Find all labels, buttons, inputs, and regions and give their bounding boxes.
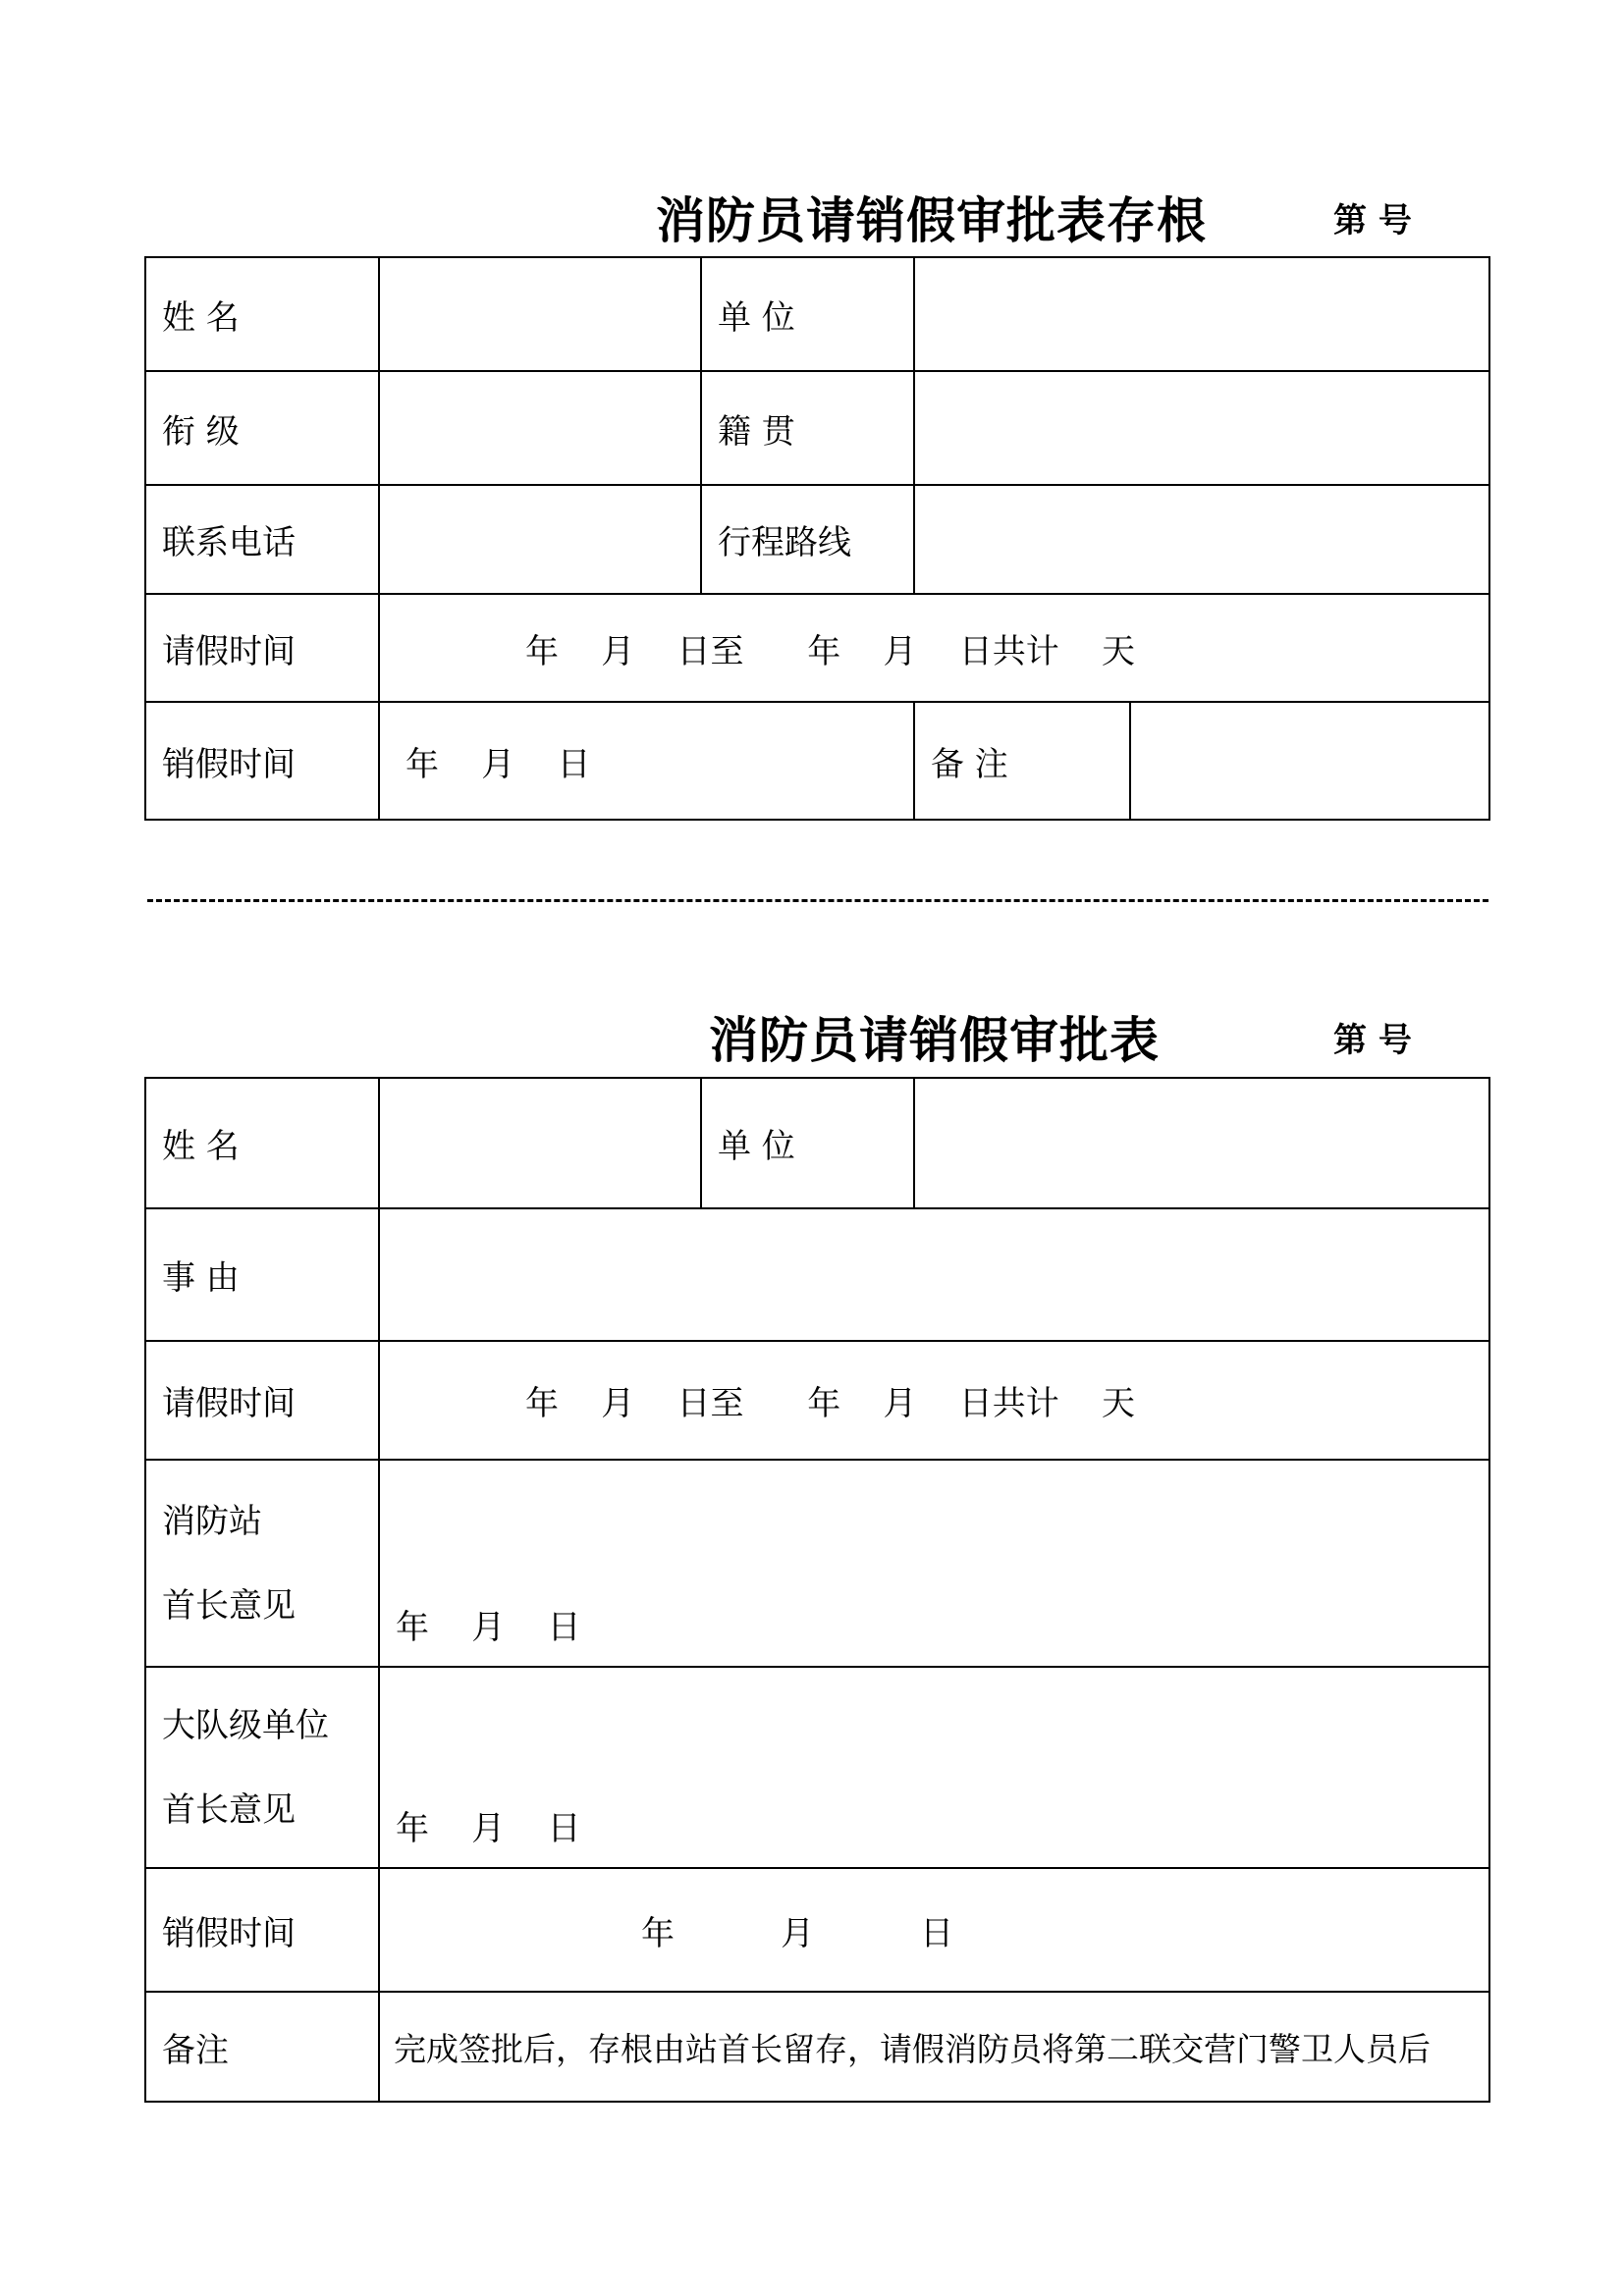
form-leave-label: 请假时间 bbox=[145, 1341, 379, 1460]
form-return-label: 销假时间 bbox=[145, 1868, 379, 1992]
stub-route-label: 行程路线 bbox=[701, 485, 914, 594]
stub-unit-label: 单 位 bbox=[701, 257, 914, 371]
stub-phone-field[interactable] bbox=[379, 485, 701, 594]
form-table bbox=[144, 1077, 1490, 2103]
stub-remark-label: 备 注 bbox=[914, 702, 1130, 820]
stub-row-rank bbox=[145, 371, 1489, 485]
form-return-field[interactable] bbox=[379, 1868, 1489, 1992]
form-name-label: 姓 名 bbox=[145, 1078, 379, 1208]
stub-name-label: 姓 名 bbox=[145, 257, 379, 371]
stub-row-return bbox=[145, 702, 1489, 820]
form-leave-field[interactable] bbox=[379, 1341, 1489, 1460]
stub-row-phone bbox=[145, 485, 1489, 594]
form-row-name bbox=[145, 1078, 1489, 1208]
form-remark-value: 完成签批后，存根由站首长留存，请假消防员将第二联交营门警卫人员后 bbox=[394, 2029, 1431, 2068]
stub-number-label: 第 号 bbox=[1333, 201, 1412, 240]
stub-row-leave bbox=[145, 594, 1489, 702]
stub-rank-label: 衔 级 bbox=[145, 371, 379, 485]
form-station-label-line1: 消防站 bbox=[162, 1501, 262, 1541]
stub-rank-field[interactable] bbox=[379, 371, 701, 485]
form-reason-field[interactable] bbox=[379, 1208, 1489, 1341]
stub-remark-field[interactable] bbox=[1130, 702, 1489, 820]
form-remark-label: 备注 bbox=[145, 1992, 379, 2102]
stub-return-label: 销假时间 bbox=[145, 702, 379, 820]
form-row-station-opinion bbox=[145, 1460, 1489, 1667]
form-title: 消防员请销假审批表 bbox=[709, 1012, 1160, 1069]
stub-unit-field[interactable] bbox=[914, 257, 1489, 371]
form-unit-field[interactable] bbox=[914, 1078, 1489, 1208]
form-station-opinion-field[interactable] bbox=[379, 1460, 1489, 1667]
form-leave-value: 年 月 日至 年 月 日共计 天 bbox=[525, 1384, 1135, 1423]
stub-leave-field[interactable] bbox=[379, 594, 1489, 702]
form-unit-label: 单 位 bbox=[701, 1078, 914, 1208]
form-brigade-label-line1: 大队级单位 bbox=[162, 1705, 329, 1745]
stub-title: 消防员请销假审批表存根 bbox=[656, 192, 1207, 249]
stub-leave-label: 请假时间 bbox=[145, 594, 379, 702]
stub-leave-value: 年 月 日至 年 月 日共计 天 bbox=[525, 631, 1135, 671]
stub-return-field[interactable] bbox=[379, 702, 914, 820]
form-name-field[interactable] bbox=[379, 1078, 701, 1208]
stub-table bbox=[144, 256, 1490, 821]
form-station-date: 年 月 日 bbox=[396, 1608, 581, 1647]
form-row-return bbox=[145, 1868, 1489, 1992]
cut-line-divider bbox=[147, 899, 1488, 902]
form-row-remark bbox=[145, 1992, 1489, 2102]
form-row-reason bbox=[145, 1208, 1489, 1341]
form-reason-label: 事 由 bbox=[145, 1208, 379, 1341]
form-row-brigade-opinion bbox=[145, 1667, 1489, 1868]
stub-name-field[interactable] bbox=[379, 257, 701, 371]
form-brigade-label-line2: 首长意见 bbox=[162, 1789, 296, 1830]
form-brigade-date: 年 月 日 bbox=[396, 1809, 581, 1848]
form-brigade-opinion-field[interactable] bbox=[379, 1667, 1489, 1868]
form-row-leave bbox=[145, 1341, 1489, 1460]
form-brigade-label bbox=[145, 1667, 379, 1868]
form-remark-field[interactable] bbox=[379, 1992, 1489, 2102]
stub-phone-label: 联系电话 bbox=[145, 485, 379, 594]
form-station-label-line2: 首长意见 bbox=[162, 1585, 296, 1626]
stub-return-value: 年 月 日 bbox=[406, 744, 591, 784]
stub-row-name bbox=[145, 257, 1489, 371]
stub-origin-field[interactable] bbox=[914, 371, 1489, 485]
form-number-label: 第 号 bbox=[1333, 1021, 1412, 1060]
stub-origin-label: 籍 贯 bbox=[701, 371, 914, 485]
stub-route-field[interactable] bbox=[914, 485, 1489, 594]
form-return-value: 年 月 日 bbox=[641, 1913, 954, 1953]
form-station-label bbox=[145, 1460, 379, 1667]
